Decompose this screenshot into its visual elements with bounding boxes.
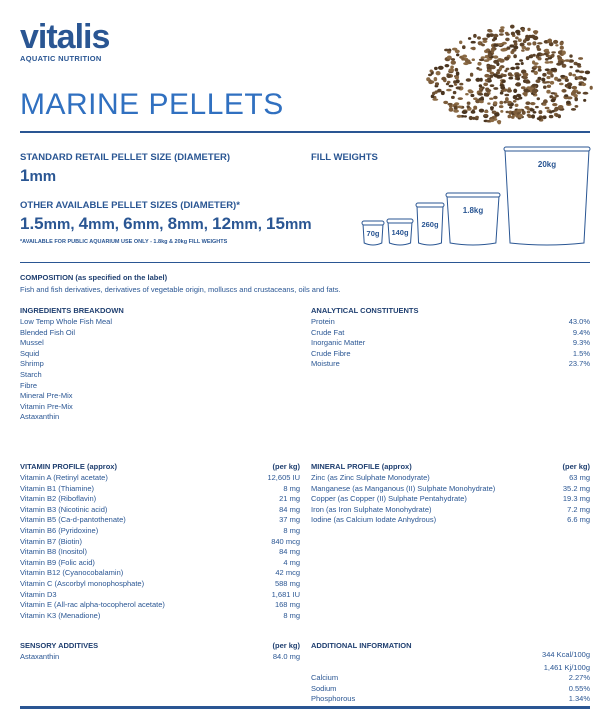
vitamin-row <box>20 473 300 484</box>
pellet-size-option: 1.5mm, <box>20 214 79 233</box>
fill-weight-label: 260g <box>421 220 439 229</box>
vitamin-row <box>20 526 300 537</box>
additional-row-value: 0.55% <box>568 683 590 693</box>
mineral-row-value: 6.6 mg <box>567 515 590 525</box>
fill-weight-tub <box>387 219 413 245</box>
ingredient-item: Vitamin Pre-Mix <box>20 401 73 411</box>
vitamin-row-value: 37 mg <box>279 515 300 525</box>
analytical-row-label: Inorganic Matter <box>311 338 366 348</box>
analytical-row-label: Moisture <box>311 359 340 369</box>
analytical-heading: ANALYTICAL CONSTITUENTS <box>311 306 419 315</box>
vitamin-row-value: 8 mg <box>283 525 300 535</box>
pellet-size-option: 6mm, <box>123 214 168 233</box>
fill-weight-tub <box>362 221 384 245</box>
vitamin-table <box>20 473 300 621</box>
ingredient-item: Squid <box>20 348 40 358</box>
mineral-row-value: 63 mg <box>569 473 590 482</box>
vitamin-row-value: 84 mg <box>279 504 300 514</box>
mineral-row-label: Copper (as Copper (II) Sulphate Pentahydrate) <box>311 494 467 504</box>
additional-row-label: Sodium <box>311 683 337 693</box>
energy-values <box>311 650 590 673</box>
analytical-row <box>311 338 590 349</box>
vitamin-row-value: 84 mg <box>279 547 300 557</box>
mineral-heading: MINERAL PROFILE (approx) <box>311 462 412 471</box>
ingredient-item: Mussel <box>20 338 44 348</box>
additional-row-value: 1.34% <box>568 694 590 704</box>
analytical-row-label: Protein <box>311 317 335 326</box>
vitamin-row <box>20 537 300 548</box>
analytical-row-label: Crude Fat <box>311 327 345 337</box>
ingredient-item: Astaxanthin <box>20 412 60 422</box>
vitamin-row <box>20 590 300 601</box>
fill-weights-label: FILL WEIGHTS <box>311 152 378 163</box>
mineral-table <box>311 473 590 526</box>
analytical-row-label: Crude Fibre <box>311 348 351 358</box>
mineral-row-label: Iodine (as Calcium Iodate Anhydrous) <box>311 515 437 525</box>
vitamin-row-value: 4 mg <box>283 557 300 567</box>
sensory-row-value: 84.0 mg <box>272 652 300 661</box>
analytical-row-value: 23.7% <box>568 359 590 369</box>
vitamin-row-label: Vitamin B1 (Thiamine) <box>20 483 95 493</box>
vitamin-row <box>20 579 300 590</box>
analytical-row <box>311 328 590 339</box>
ingredient-item: Fibre <box>20 380 38 390</box>
mineral-row <box>311 505 590 516</box>
mineral-row <box>311 515 590 526</box>
mineral-row-value: 7.2 mg <box>567 504 590 514</box>
vitamin-row <box>20 568 300 579</box>
vitamin-row-label: Vitamin B2 (Riboflavin) <box>20 494 97 504</box>
fill-weight-tub <box>504 147 590 245</box>
vitamin-row-label: Vitamin C (Ascorbyl monophosphate) <box>20 578 145 588</box>
mineral-row <box>311 473 590 484</box>
divider <box>20 131 590 133</box>
ingredient-item: Mineral Pre-Mix <box>20 391 73 401</box>
pellet-pile-image <box>425 12 595 130</box>
fill-weight-label: 70g <box>366 229 380 238</box>
brand-name: vitalis <box>20 18 110 56</box>
ingredient-item: Low Temp Whole Fish Meal <box>20 317 112 326</box>
product-title: MARINE PELLETS <box>20 88 284 121</box>
mineral-row <box>311 494 590 505</box>
analytical-row <box>311 359 590 370</box>
vitamin-row-value: 42 mcg <box>275 568 300 578</box>
pellet-size-option: 12mm, <box>212 214 267 233</box>
vitamin-row-value: 12,605 IU <box>267 473 300 482</box>
vitamin-row <box>20 600 300 611</box>
additional-row <box>311 673 590 684</box>
sensory-row-label: Astaxanthin <box>20 652 60 661</box>
other-sizes-list <box>20 214 312 234</box>
vitamin-row-label: Vitamin B6 (Pyridoxine) <box>20 525 99 535</box>
additional-row <box>311 684 590 695</box>
sensory-unit: (per kg) <box>272 641 300 650</box>
sensory-table <box>20 652 300 663</box>
mineral-row-label: Manganese (as Manganous (II) Sulphate Monohydrate) <box>311 483 496 493</box>
mineral-row-value: 19.3 mg <box>562 494 590 504</box>
other-sizes-label: OTHER AVAILABLE PELLET SIZES (DIAMETER)* <box>20 200 240 211</box>
ingredient-item: Blended Fish Oil <box>20 327 76 337</box>
mineral-row-label: Zinc (as Zinc Sulphate Monodyrate) <box>311 473 430 482</box>
vitamin-row-label: Vitamin K3 (Menadione) <box>20 610 101 620</box>
energy-kcal: 344 Kcal/100g <box>542 650 590 659</box>
vitamin-row-value: 1,681 IU <box>271 589 300 599</box>
vitamin-row-label: Vitamin B3 (Nicotinic acid) <box>20 504 108 514</box>
analytical-row-value: 43.0% <box>568 317 590 326</box>
analytical-row <box>311 349 590 360</box>
ingredient-item: Starch <box>20 369 42 379</box>
vitamin-row <box>20 484 300 495</box>
ingredient-item: Shrimp <box>20 359 44 369</box>
vitamin-row-value: 8 mg <box>283 483 300 493</box>
standard-size-value: 1mm <box>20 166 57 185</box>
analytical-row <box>311 317 590 328</box>
vitamin-row-label: Vitamin B7 (Biotin) <box>20 536 82 546</box>
vitamin-row <box>20 611 300 622</box>
additional-heading: ADDITIONAL INFORMATION <box>311 641 412 650</box>
fill-weight-tub <box>446 193 500 245</box>
analytical-table <box>311 317 590 370</box>
vitamin-row-value: 8 mg <box>283 610 300 620</box>
additional-row-value: 2.27% <box>568 673 590 682</box>
vitamin-row <box>20 515 300 526</box>
vitamin-heading: VITAMIN PROFILE (approx) <box>20 462 117 471</box>
vitamin-row <box>20 547 300 558</box>
fill-weight-label: 140g <box>391 228 409 237</box>
fill-weight-label: 20kg <box>537 160 557 169</box>
pellet-size-option: 15mm <box>266 214 312 233</box>
vitamin-row-label: Vitamin B9 (Folic acid) <box>20 557 95 567</box>
vitamin-row-label: Vitamin B5 (Ca-d-pantothenate) <box>20 515 126 525</box>
mineral-row-label: Iron (as Iron Sulphate Monohydrate) <box>311 504 432 514</box>
standard-size-label: STANDARD RETAIL PELLET SIZE (DIAMETER) <box>20 152 231 163</box>
ingredients-list <box>20 317 112 423</box>
vitamin-row <box>20 494 300 505</box>
availability-note: *AVAILABLE FOR PUBLIC AQUARIUM USE ONLY - 1.8kg & 20kg FILL WEIGHTS <box>20 239 228 245</box>
vitamin-row-label: Vitamin A (Retinyl acetate) <box>20 473 108 482</box>
vitamin-row-value: 21 mg <box>279 494 300 504</box>
vitamin-row-label: Vitamin B12 (Cyanocobalamin) <box>20 568 124 578</box>
vitamin-unit: (per kg) <box>272 462 300 471</box>
sensory-row <box>20 652 300 663</box>
mineral-row-value: 35.2 mg <box>562 483 590 493</box>
sensory-header <box>20 641 300 652</box>
vitamin-row <box>20 505 300 516</box>
vitamin-row-label: Vitamin D3 <box>20 589 57 599</box>
vitamin-row-label: Vitamin B8 (Inositol) <box>20 547 87 557</box>
mineral-unit: (per kg) <box>562 462 590 471</box>
vitamin-header <box>20 462 300 473</box>
analytical-row-value: 9.4% <box>572 327 590 337</box>
brand-logo <box>20 18 110 63</box>
pellet-size-option: 4mm, <box>78 214 124 233</box>
mineral-header <box>311 462 590 473</box>
sensory-heading: SENSORY ADDITIVES <box>20 641 99 650</box>
pellet-size-option: 8mm, <box>167 214 213 233</box>
energy-kj: 1,461 Kj/100g <box>543 662 590 672</box>
analytical-row-value: 1.5% <box>572 348 590 358</box>
additional-table <box>311 673 590 705</box>
analytical-row-value: 9.3% <box>572 338 590 348</box>
vitamin-row-label: Vitamin E (All-rac alpha-tocopherol acetate) <box>20 600 165 610</box>
additional-row-label: Phosphorous <box>311 694 356 704</box>
composition-heading: COMPOSITION (as specified on the label) <box>20 273 168 282</box>
footer-divider <box>20 706 590 709</box>
ingredients-heading: INGREDIENTS BREAKDOWN <box>20 306 124 315</box>
vitamin-row-value: 588 mg <box>274 578 300 588</box>
vitamin-row <box>20 558 300 569</box>
additional-row-label: Calcium <box>311 673 339 682</box>
vitamin-row-value: 840 mcg <box>271 536 300 546</box>
composition-text: Fish and fish derivatives, derivatives of vegetable origin, molluscs and crustaceans, oils and fats. <box>20 285 341 294</box>
fill-weight-label: 1.8kg <box>462 206 484 215</box>
brand-tagline: AQUATIC NUTRITION <box>20 54 102 63</box>
fill-weight-tub <box>416 203 444 245</box>
additional-row <box>311 694 590 705</box>
mineral-row <box>311 484 590 495</box>
fill-weights-tubs <box>355 145 595 250</box>
divider <box>20 262 590 263</box>
vitamin-row-value: 168 mg <box>274 600 300 610</box>
